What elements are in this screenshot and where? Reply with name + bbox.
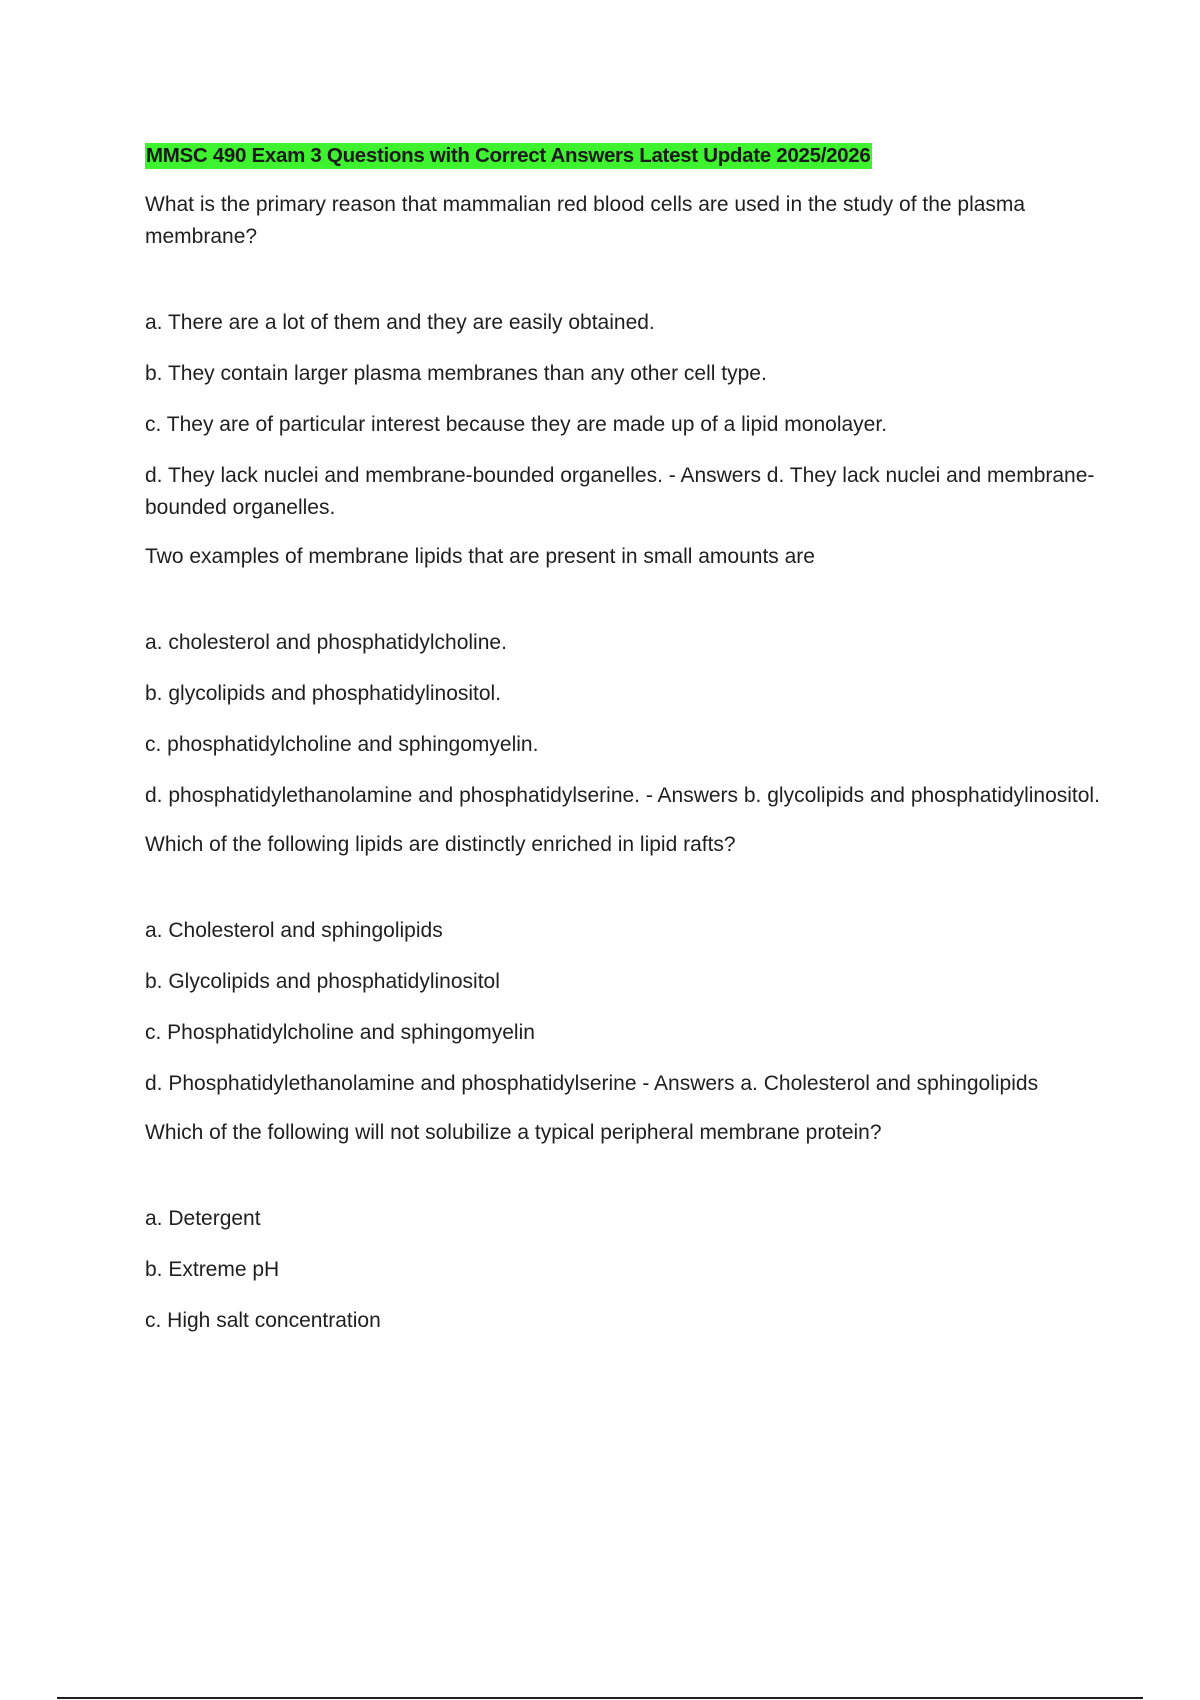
question-spacer (145, 861, 1100, 915)
question-spacer (145, 1149, 1100, 1203)
answer-option: a. Cholesterol and sphingolipids (145, 919, 443, 942)
answer-option: a. Detergent (145, 1207, 261, 1230)
answer-option: b. glycolipids and phosphatidylinositol. (145, 682, 502, 705)
answer-option: b. Glycolipids and phosphatidylinositol (145, 970, 500, 993)
answer-option: c. High salt concentration (145, 1309, 381, 1332)
answer-option: a. There are a lot of them and they are easily obtained. (145, 311, 655, 334)
question-block-3 (145, 829, 1100, 1100)
document-title: MMSC 490 Exam 3 Questions with Correct Answers Latest Update 2025/2026 (146, 144, 871, 167)
answer-option: c. phosphatidylcholine and sphingomyelin. (145, 733, 539, 756)
question-spacer (145, 573, 1100, 627)
answer-option: d. phosphatidylethanolamine and phosphatidylserine. - Answers b. glycolipids and phosphatidylinositol. (145, 784, 1100, 807)
question-text: What is the primary reason that mammalian red blood cells are used in the study of the plasma membrane? (145, 193, 1026, 248)
answer-option: b. Extreme pH (145, 1258, 280, 1281)
page-bottom-divider (57, 1697, 1143, 1699)
document-content (145, 143, 1100, 1356)
document-title-row (145, 143, 1100, 189)
question-block-4 (145, 1117, 1100, 1337)
answer-option: d. They lack nuclei and membrane-bounded organelles. - Answers d. They lack nuclei and membrane-bounded organelles. (145, 464, 1095, 519)
question-text: Which of the following will not solubilize a typical peripheral membrane protein? (145, 1121, 882, 1144)
question-block-1 (145, 189, 1100, 524)
answer-option: d. Phosphatidylethanolamine and phosphatidylserine - Answers a. Cholesterol and sphingolipids (145, 1072, 1039, 1095)
question-text: Which of the following lipids are distinctly enriched in lipid rafts? (145, 833, 736, 856)
answer-option: c. They are of particular interest because they are made up of a lipid monolayer. (145, 413, 888, 436)
question-spacer (145, 253, 1100, 307)
answer-option: b. They contain larger plasma membranes than any other cell type. (145, 362, 767, 385)
question-text: Two examples of membrane lipids that are present in small amounts are (145, 545, 815, 568)
answer-option: a. cholesterol and phosphatidylcholine. (145, 631, 507, 654)
answer-option: c. Phosphatidylcholine and sphingomyelin (145, 1021, 535, 1044)
question-block-2 (145, 541, 1100, 812)
